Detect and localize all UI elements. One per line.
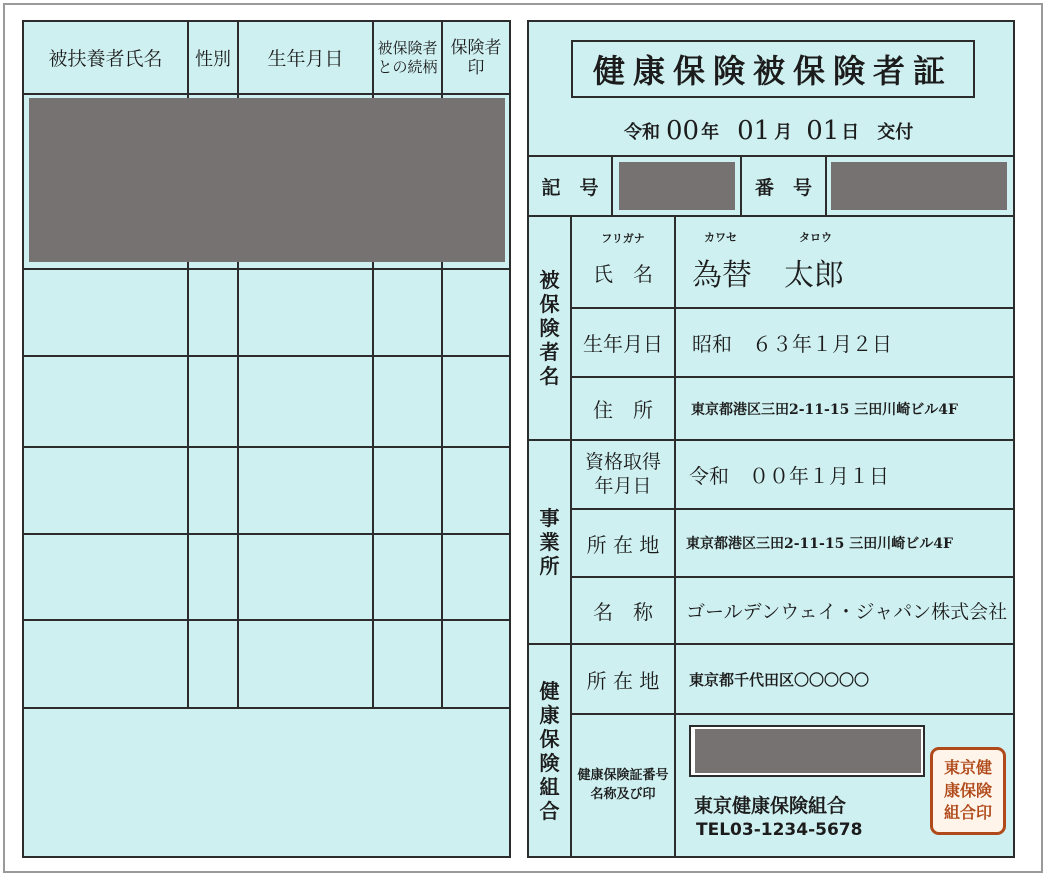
name-label: 氏 名 — [593, 261, 653, 286]
association-tel: TEL03-1234-5678 — [696, 820, 863, 840]
insurance-number-label — [572, 715, 674, 856]
furigana-given-name: タロウ — [799, 231, 832, 244]
header-insurer-seal-line2: 印 — [467, 58, 485, 78]
issue-day: 01 — [806, 116, 840, 146]
insured-given-name: 太郎 — [784, 258, 844, 293]
issue-month: 01 — [737, 116, 771, 146]
table-row — [24, 357, 509, 446]
association-location-value: 東京都千代田区〇〇〇〇〇 — [689, 670, 870, 689]
insured-label-char: 保 — [539, 292, 560, 316]
office-label-char: 所 — [539, 554, 560, 578]
office-section-label — [529, 441, 570, 643]
kigou-label: 記 号 — [541, 176, 599, 199]
qualification-date-label — [572, 441, 674, 508]
office-label-char: 事 — [539, 506, 560, 530]
seal-line: 東京健 — [943, 758, 992, 778]
insurance-card-panel — [527, 20, 1015, 858]
insurance-number-label-line1: 健康保険証番号 — [577, 768, 669, 784]
qualification-label-line2: 年月日 — [594, 474, 652, 497]
office-name-value: ゴールデンウェイ・ジャパン株式会社 — [686, 601, 1008, 623]
insured-label-char: 名 — [539, 364, 560, 388]
furigana-label: フリガナ — [601, 232, 645, 245]
association-seal-stamp — [930, 747, 1006, 835]
insured-section-label — [529, 217, 570, 439]
header-relation-line1: 被保険者 — [377, 39, 438, 58]
issue-year: 00 — [666, 116, 700, 146]
office-label-char: 業 — [539, 530, 560, 554]
issue-era: 令和 — [624, 122, 660, 143]
seal-line: 康保険 — [943, 780, 992, 800]
association-label-char: 康 — [539, 702, 560, 727]
office-location-value: 東京都港区三田2-11-15 三田川崎ビル4F — [686, 536, 953, 552]
bangou-label: 番 号 — [754, 176, 812, 199]
qualification-label-line1: 資格取得 — [584, 450, 661, 473]
office-location-label: 所 在 地 — [586, 532, 660, 557]
table-row — [24, 709, 509, 856]
issue-date — [624, 110, 913, 152]
address-value: 東京都港区三田2-11-15 三田川崎ビル4F — [691, 401, 958, 418]
office-name-label: 名 称 — [593, 600, 653, 624]
insurance-number-label-line2: 名称及び印 — [590, 786, 656, 802]
insurance-number-redaction — [695, 729, 921, 773]
table-row — [24, 621, 509, 707]
header-dependent-name: 被扶養者氏名 — [48, 48, 163, 70]
table-row — [24, 270, 509, 355]
birth-date-value: 昭和 ６３年１月２日 — [692, 332, 892, 356]
kigou-redaction — [619, 162, 735, 210]
header-relation-line2: との続柄 — [377, 58, 438, 76]
association-label-char: 組 — [539, 774, 560, 799]
insured-label-char: 被 — [539, 268, 560, 292]
issue-month-unit: 月 — [774, 122, 793, 143]
issue-year-unit: 年 — [701, 122, 720, 143]
association-label-char: 険 — [539, 750, 560, 775]
association-label-char: 保 — [539, 726, 560, 751]
header-birth-date: 生年月日 — [267, 48, 344, 70]
association-label-char: 合 — [539, 798, 560, 823]
card-title: 健康保険被保険者証 — [571, 40, 975, 98]
association-location-label: 所 在 地 — [586, 668, 660, 693]
birth-date-label: 生年月日 — [583, 332, 663, 356]
association-org-name: 東京健康保険組合 — [694, 794, 847, 817]
address-label: 住 所 — [593, 398, 653, 422]
insured-surname: 為替 — [692, 258, 752, 293]
dependents-panel — [22, 20, 511, 858]
seal-line: 組合印 — [943, 803, 992, 823]
table-row — [24, 448, 509, 533]
issue-suffix: 交付 — [877, 122, 914, 143]
table-row — [24, 535, 509, 619]
header-relation — [374, 30, 441, 86]
header-gender: 性別 — [195, 48, 231, 70]
furigana-surname: カワセ — [704, 231, 737, 244]
header-insurer-seal — [443, 30, 509, 86]
association-label-char: 健 — [539, 678, 560, 703]
association-section-label — [529, 645, 570, 856]
insured-label-char: 者 — [539, 340, 560, 364]
insured-label-char: 険 — [539, 316, 560, 340]
redaction-block — [29, 98, 505, 262]
qualification-date-value: 令和 ００年１月１日 — [689, 464, 889, 488]
header-insurer-seal-line1: 保険者 — [450, 37, 502, 58]
bangou-redaction — [831, 162, 1007, 210]
issue-day-unit: 日 — [841, 122, 860, 143]
